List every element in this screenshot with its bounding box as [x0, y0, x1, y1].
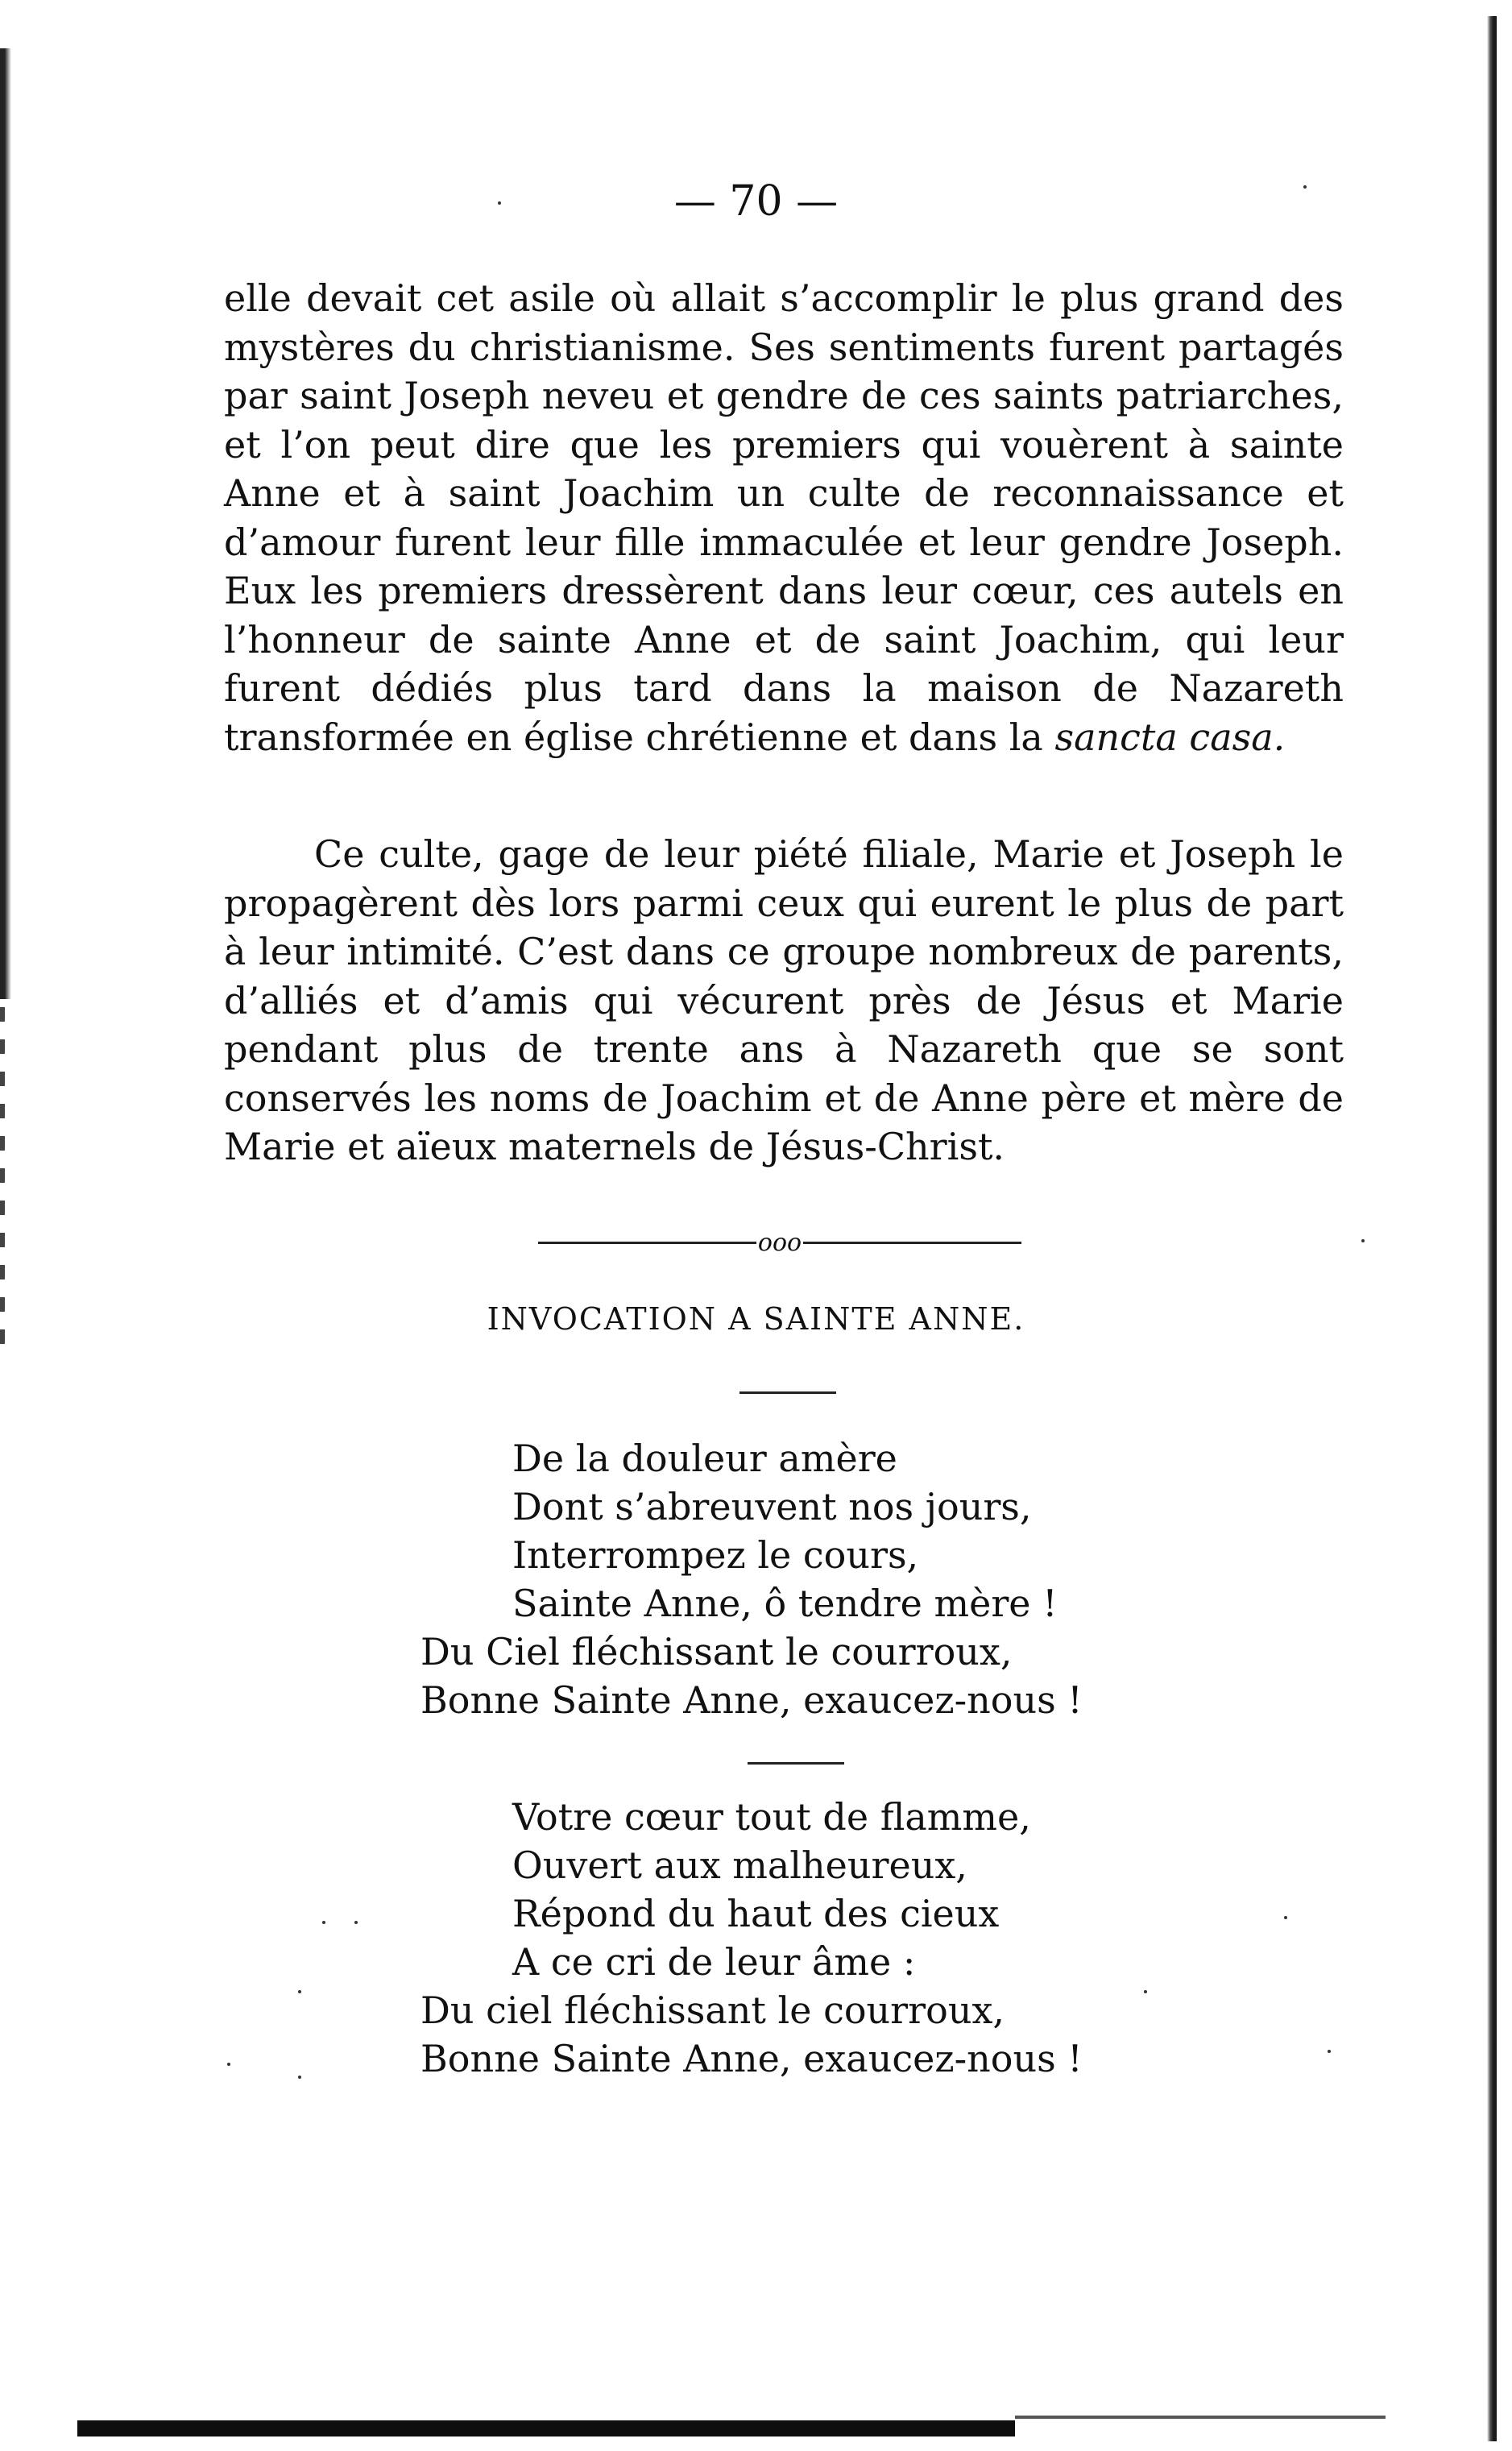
- page-number: — 70 —: [673, 177, 839, 226]
- poem-stanza-1: [0, 1434, 1083, 1724]
- separator-ornament: ooo: [757, 1228, 802, 1257]
- refrain-line: Du Ciel fléchissant le courroux,: [420, 1630, 1013, 1673]
- scan-left-edge-marks: [0, 1007, 5, 1346]
- paragraph-1: [224, 274, 1344, 761]
- stanza-rule: [748, 1762, 844, 1765]
- poem-line: Votre cœur tout de flamme,: [512, 1795, 1031, 1839]
- print-speck: [1361, 1239, 1365, 1242]
- scan-bottom-bar: [77, 2420, 1015, 2436]
- section-separator: [538, 1225, 1021, 1260]
- paragraph-1-text: elle devait cet asile où allait s’accomplir le plus grand des mystères du christianisme. Ses sentiments furent partagés par saint Joseph neveu et gendre de ces saints patriarches, et l’on peut dire que les premiers qui vouèrent à sainte Anne et à saint Joachim un culte de reconnaissance et d’amour furent leur fille immaculée et leur gendre Joseph. Eux les premiers dressèrent dans leur cœur, ces autels en l’honneur de sainte Anne et de saint Joachim, qui leur furent dédiés plus tard dans la maison de Nazareth transformée en église chrétienne et dans la: [224, 276, 1344, 759]
- print-speck: [1144, 1990, 1147, 1993]
- scan-right-edge: [1487, 16, 1497, 2441]
- poem-line: A ce cri de leur âme :: [512, 1940, 916, 1984]
- poem-line: De la douleur amère: [512, 1437, 897, 1480]
- invocation-title: INVOCATION A SAINTE ANNE.: [487, 1301, 1025, 1337]
- paragraph-2: Ce culte, gage de leur piété filiale, Marie et Joseph le propagèrent dès lors parmi ceux qui eurent le plus de part à leur intimité. C’est dans ce groupe nombreux de parents, d’alliés et d’amis qui vécurent près de Jésus et Marie pendant plus de trente ans à Nazareth que se sont conservés les noms de Joachim et de Anne père et mère de Marie et aïeux maternels de Jésus-Christ.: [224, 832, 1344, 1168]
- poem-line: Dont s’abreuvent nos jours,: [512, 1485, 1032, 1528]
- separator-line-left: [538, 1242, 756, 1244]
- refrain-line: Du ciel fléchissant le courroux,: [420, 1989, 1005, 2032]
- poem-line: Interrompez le cours,: [512, 1533, 919, 1577]
- poem-line: Sainte Anne, ô tendre mère !: [512, 1582, 1058, 1625]
- italic-phrase: sancta casa.: [1054, 715, 1286, 759]
- refrain-line: Bonne Sainte Anne, exaucez-nous !: [420, 2037, 1083, 2080]
- scan-bottom-line: [1015, 2416, 1386, 2419]
- print-speck: [1284, 1916, 1287, 1919]
- title-rule: [739, 1391, 836, 1394]
- print-speck: [1328, 2050, 1331, 2053]
- refrain-line: Bonne Sainte Anne, exaucez-nous !: [420, 1678, 1083, 1722]
- poem-line: Répond du haut des cieux: [512, 1892, 1000, 1935]
- separator-line-right: [803, 1242, 1021, 1244]
- poem-stanza-2: [0, 1793, 1083, 2083]
- poem-line: Ouvert aux malheureux,: [512, 1843, 967, 1887]
